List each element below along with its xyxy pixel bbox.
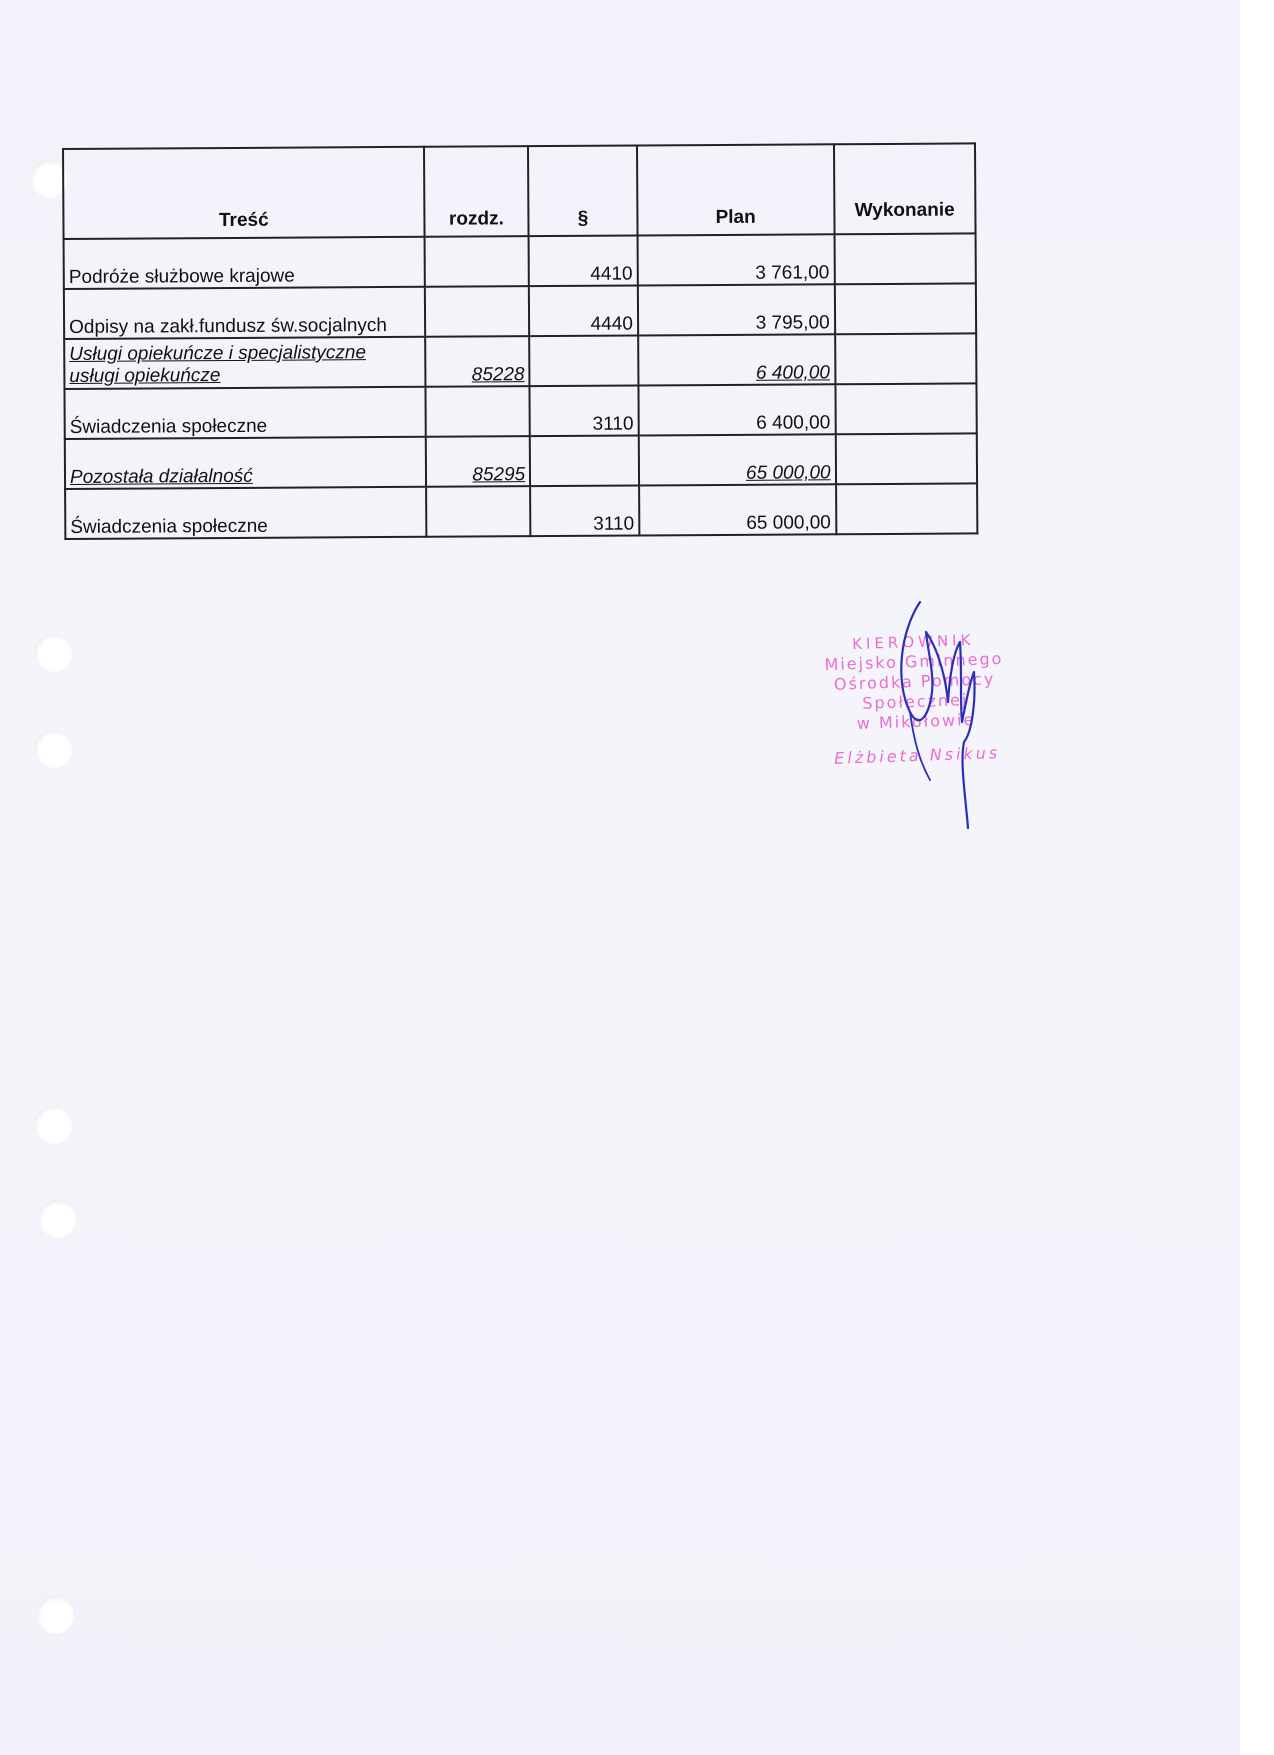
cell-paragraf: 3110 [530,485,639,536]
cell-tresc: Świadczenia społeczne [65,487,426,539]
cell-rozdz [425,386,530,437]
cell-tresc: Świadczenia społeczne [64,387,425,439]
cell-rozdz [424,236,529,287]
budget-table-wrapper [62,142,978,540]
cell-tresc-line2: usługi opiekuńcze [69,365,221,387]
scan-edge [1240,0,1274,1755]
cell-tresc: Pozostała działalność [65,437,426,489]
cell-plan: 65 000,00 [639,434,836,485]
table-row [64,233,976,289]
cell-rozdz [426,486,531,537]
stamp-line-location: w Mikołowie [856,709,976,734]
punch-hole [38,1200,76,1238]
budget-table [62,142,978,540]
header-rozdz: rozdz. [424,146,529,237]
punch-hole [36,1596,74,1634]
cell-wykonanie [834,233,976,284]
punch-hole [34,1106,72,1144]
cell-rozdz [425,286,530,337]
cell-tresc: Podróże służbowe krajowe [64,237,425,289]
cell-tresc-line1: Usługi opiekuńcze i specjalistyczne [69,342,367,365]
cell-paragraf: 4410 [529,235,638,286]
table-header-row [63,143,976,239]
cell-plan: 6 400,00 [638,334,835,385]
header-tresc: Treść [63,147,424,239]
cell-wykonanie [835,383,977,434]
header-paragraf: § [528,145,637,236]
cell-wykonanie [835,333,977,384]
header-plan: Plan [637,144,834,235]
cell-rozdz: 85295 [425,436,530,487]
cell-tresc [64,337,425,389]
punch-hole [34,730,72,768]
table-row [64,283,976,339]
cell-paragraf: 3110 [530,385,639,436]
table-row [64,383,976,439]
cell-paragraf [529,335,638,386]
cell-plan: 3 761,00 [637,234,834,285]
cell-wykonanie [834,283,976,334]
cell-plan: 3 795,00 [638,284,835,335]
stamp-line-institution: Miejsko Gminnego [824,648,1004,675]
table-row [65,483,977,539]
cell-plan: 65 000,00 [639,484,836,535]
stamp-line-title: KIEROWNIK [851,630,975,654]
cell-tresc: Odpisy na zakł.fundusz św.socjalnych [64,287,425,339]
header-wykonanie: Wykonanie [834,143,976,234]
cell-wykonanie [835,433,977,484]
cell-plan: 6 400,00 [638,384,835,435]
cell-paragraf: 4440 [529,285,638,336]
punch-hole [34,634,72,672]
stamp-line-institution-2: Ośrodka Pomocy Społecznej [833,669,996,713]
table-row [64,333,976,389]
table-row [65,433,977,489]
cell-rozdz: 85228 [425,336,530,387]
signature-stroke [901,602,974,828]
handwritten-signature [890,592,1010,832]
stamp-line-name: Elżbieta Nsikus [833,743,1001,768]
signature-stroke [910,712,930,780]
cell-wykonanie [836,483,978,534]
cell-paragraf [530,435,639,486]
